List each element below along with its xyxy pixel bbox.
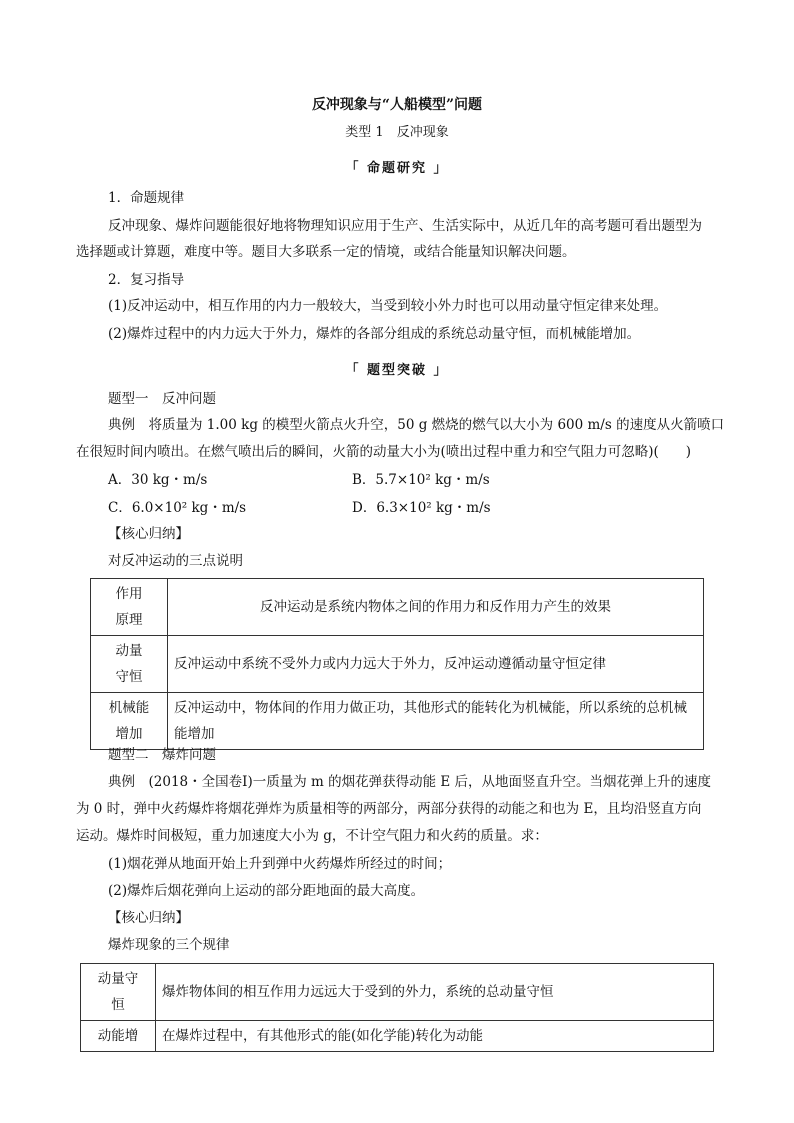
explosion-table [80, 963, 714, 1052]
summary2-intro: 爆炸现象的三个规律 [108, 937, 230, 953]
table-label-cell: 机械能 增加 [91, 693, 168, 750]
rule-heading: 1．命题规律 [108, 190, 185, 206]
example1-line1: 典例 将质量为 1.00 kg 的模型火箭点火升空，50 g 燃烧的燃气以大小为 600 m/s 的速度从火箭喷口 [108, 417, 725, 433]
table-row [91, 579, 704, 636]
summary1-intro: 对反冲运动的三点说明 [108, 553, 243, 569]
option-a: A．30 kg・m/s [108, 472, 208, 488]
table-row [81, 1021, 714, 1052]
table-text-cell: 在爆炸过程中，有其他形式的能(如化学能)转化为动能 [156, 1021, 714, 1052]
table-text-cell: 反冲运动中系统不受外力或内力远大于外力，反冲运动遵循动量守恒定律 [168, 636, 704, 693]
table-label-cell: 作用 原理 [91, 579, 168, 636]
section-header-research: 「 命题研究 」 [345, 161, 449, 176]
type2-heading: 题型二 爆炸问题 [108, 747, 216, 763]
example2-question1: (1)烟花弹从地面开始上升到弹中火药爆炸所经过的时间； [108, 856, 452, 872]
example1-line2: 在很短时间内喷出。在燃气喷出后的瞬间，火箭的动量大小为(喷出过程中重力和空气阻力可忽略)( ) [76, 444, 692, 460]
type1-heading: 题型一 反冲问题 [108, 391, 216, 407]
option-b: B．5.7×10² kg・m/s [352, 472, 490, 488]
option-c: C．6.0×10² kg・m/s [108, 500, 247, 516]
page-title: 反冲现象与“人船模型”问题 [311, 97, 483, 113]
table-label-cell: 动量 守恒 [91, 636, 168, 693]
page-subtitle: 类型 1 反冲现象 [345, 125, 449, 140]
table-row [81, 964, 714, 1021]
section-header-breakthrough: 「 题型突破 」 [345, 363, 449, 378]
summary1-heading: 【核心归纳】 [108, 526, 189, 542]
guide-text-line2: (2)爆炸过程中的内力远大于外力，爆炸的各部分组成的系统总动量守恒，而机械能增加。 [108, 326, 641, 342]
example2-question2: (2)爆炸后烟花弹向上运动的部分距地面的最大高度。 [108, 883, 425, 899]
table-row [91, 693, 704, 750]
rule-text-line1: 反冲现象、爆炸问题能很好地将物理知识应用于生产、生活实际中，从近几年的高考题可看出题型为 [108, 218, 702, 234]
option-d: D．6.3×10² kg・m/s [352, 500, 491, 516]
guide-text-line1: (1)反冲运动中，相互作用的内力一般较大，当受到较小外力时也可以用动量守恒定律来处理。 [108, 298, 668, 314]
guide-heading: 2．复习指导 [108, 272, 185, 288]
table-text-cell: 爆炸物体间的相互作用力远远大于受到的外力，系统的总动量守恒 [156, 964, 714, 1021]
rule-text-line2: 选择题或计算题，难度中等。题目大多联系一定的情境，或结合能量知识解决问题。 [76, 244, 576, 260]
table-text-cell: 反冲运动是系统内物体之间的作用力和反作用力产生的效果 [168, 579, 704, 636]
table-label-cell: 动量守 恒 [81, 964, 156, 1021]
example2-line3: 运动。爆炸时间极短，重力加速度大小为 g，不计空气阻力和火药的质量。求： [76, 828, 548, 844]
example2-line2: 为 0 时，弹中火药爆炸将烟花弹炸为质量相等的两部分，两部分获得的动能之和也为 E，且均沿竖直方向 [76, 801, 702, 817]
table-row [91, 636, 704, 693]
reaction-table [90, 578, 704, 750]
table-label-cell: 动能增 [81, 1021, 156, 1052]
table-text-cell: 反冲运动中，物体间的作用力做正功，其他形式的能转化为机械能，所以系统的总机械能增加 [168, 693, 704, 750]
example2-line1: 典例 (2018・全国卷Ⅰ)一质量为 m 的烟花弹获得动能 E 后，从地面竖直升空。当烟花弹上升的速度 [108, 774, 712, 790]
summary2-heading: 【核心归纳】 [108, 910, 189, 926]
